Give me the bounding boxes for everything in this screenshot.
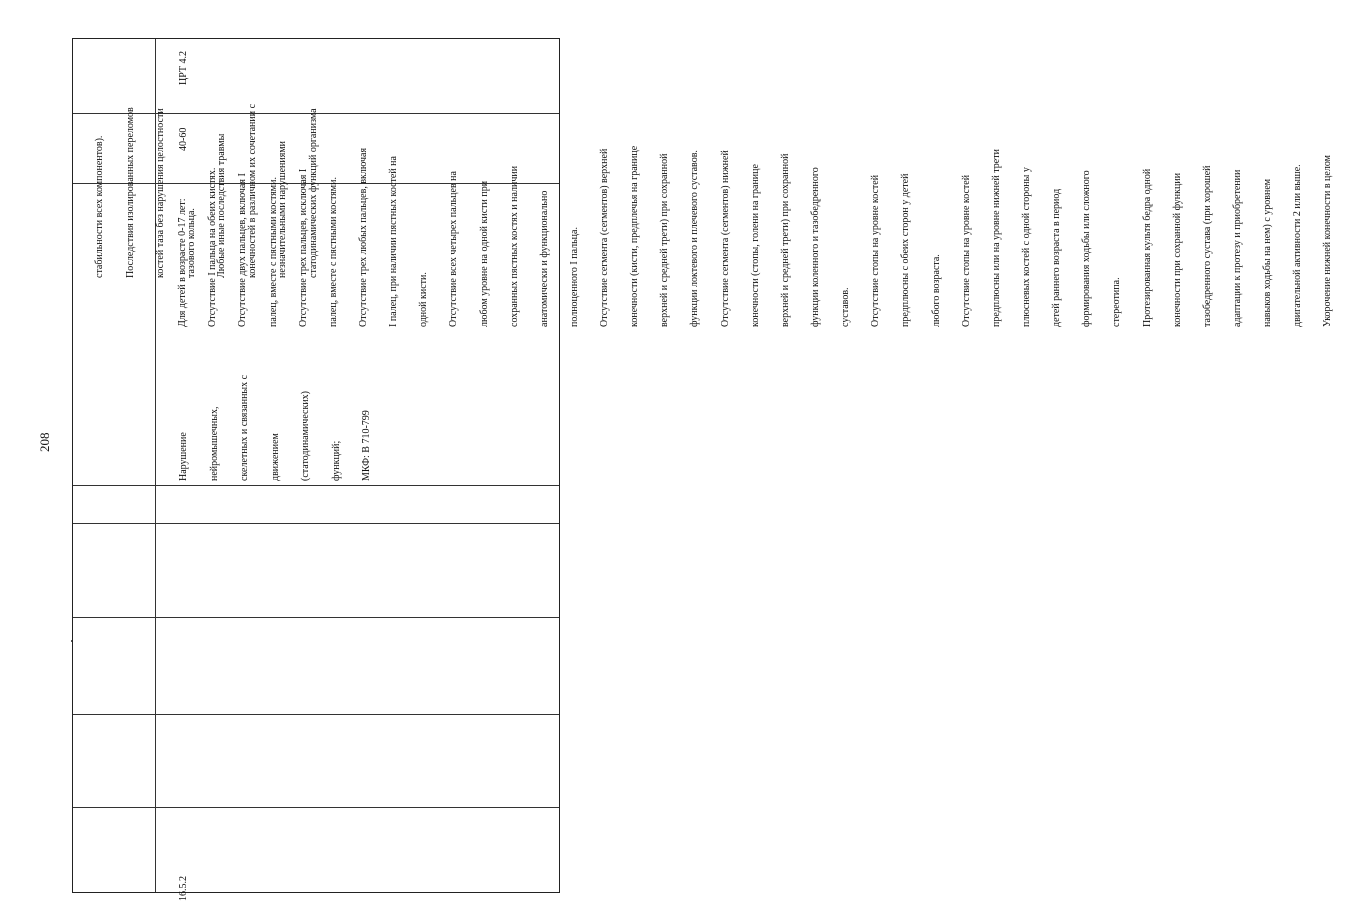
text-line: одной кисти. [418, 272, 430, 327]
text-line: детей раннего возраста в период [1051, 188, 1063, 327]
percentage-text: 40-60 [178, 127, 190, 151]
text-line: верхней и средней трети) при сохранной [659, 153, 671, 327]
text-line: суставов. [840, 287, 852, 327]
text-line: стереотипа. [1111, 277, 1123, 327]
impairment-percentage [159, 128, 210, 151]
text-line: формирования ходьбы или сложного [1081, 170, 1093, 327]
text-line: Отсутствие двух пальцев, включая I [237, 173, 249, 327]
text-line: Отсутствие I пальца на обеих кистях. [207, 167, 219, 327]
text-line: Нарушение [178, 432, 190, 481]
text-line: Отсутствие стопы на уровне костей [960, 174, 972, 327]
text-line: предплюсны или на уровне нижней трети [990, 149, 1002, 327]
text-line: конечности (стопы, голени на границе [749, 164, 761, 327]
text-line: функции локтевого и плечевого суставов. [689, 150, 701, 327]
disorder-description [159, 375, 393, 481]
text-line: статодинамических функций организма [307, 108, 319, 278]
text-line: нейромышечных, [208, 406, 220, 481]
text-line: Отсутствие сегмента (сегментов) верхней [599, 148, 611, 327]
text-line: костей таза без нарушения целостности [155, 108, 167, 278]
text-line: адаптации к протезу и приобретении [1232, 169, 1244, 327]
text-line: скелетных и связанных с [239, 374, 251, 481]
text-line: функций; [330, 440, 342, 481]
text-line: конечности (кисти, предплечья на границе [629, 145, 641, 327]
text-line: анатомически и функционально [538, 190, 550, 327]
text-line: Для детей в возрасте 0-17 лет: [177, 198, 189, 327]
text-line: движением [269, 433, 281, 481]
text-line: любом уровне на одной кисти при [478, 180, 490, 327]
text-line: сохранных пястных костях и наличии [508, 165, 520, 327]
text-line: Отсутствие стопы на уровне костей [870, 174, 882, 327]
text-line: Отсутствие всех четырех пальцев на [448, 171, 460, 327]
text-line: полноценного I пальца. [568, 227, 580, 327]
clinical-criteria [158, 146, 1354, 327]
text-line: палец, вместе с пястными костями. [267, 177, 279, 327]
text-line: Отсутствие трех пальцев, исключая I [297, 168, 309, 327]
text-line: тазобедренного сустава (при хорошей [1201, 165, 1213, 327]
text-line: Отсутствие трех любых пальцев, включая [357, 147, 369, 327]
text-line: плюсневых костей с одной стороны у [1021, 167, 1033, 327]
rehab-code-text: ЦРТ 4.2 [178, 50, 190, 85]
text-line: незначительными нарушениями [277, 140, 289, 278]
text-line: МКФ: В 710-799 [361, 410, 373, 481]
text-line: навыков ходьбы на нем) с уровнем [1262, 178, 1274, 327]
rehab-code [159, 51, 210, 85]
text-line: Укорочение нижней конечности в целом [1322, 155, 1334, 327]
text-line: любого возраста. [930, 254, 942, 327]
text-line: функции коленного и тазобедренного [810, 167, 822, 327]
text-line: Любые иные последствия травмы [216, 133, 228, 278]
text-line: I палец, при наличии пястных костей на [388, 156, 400, 327]
text-line: палец, вместе с пястными костями. [327, 177, 339, 327]
text-line: конечностей в различном их сочетании с [246, 103, 258, 278]
text-line: тазового кольца. [185, 208, 197, 278]
criteria-table [72, 38, 1334, 901]
page-number: 208 [37, 432, 52, 452]
text-line: стабильности всех компонентов). [94, 135, 106, 278]
text-line: Отсутствие сегмента (сегментов) нижней [719, 150, 731, 327]
text-line: верхней и средней трети) при сохранной [779, 153, 791, 327]
text-line: двигательной активности 2 или выше. [1292, 164, 1304, 327]
row-code [159, 876, 210, 901]
text-line: предплюсны с обеих сторон у детей [900, 173, 912, 327]
text-line: конечности при сохранной функции [1171, 172, 1183, 327]
row-code-text: 16.5.2 [178, 876, 190, 901]
text-line: Протезированная культя бедра одной [1141, 168, 1153, 327]
text-line: Последствия изолированных переломов [124, 107, 136, 278]
text-line: (статодинамических) [300, 391, 312, 481]
